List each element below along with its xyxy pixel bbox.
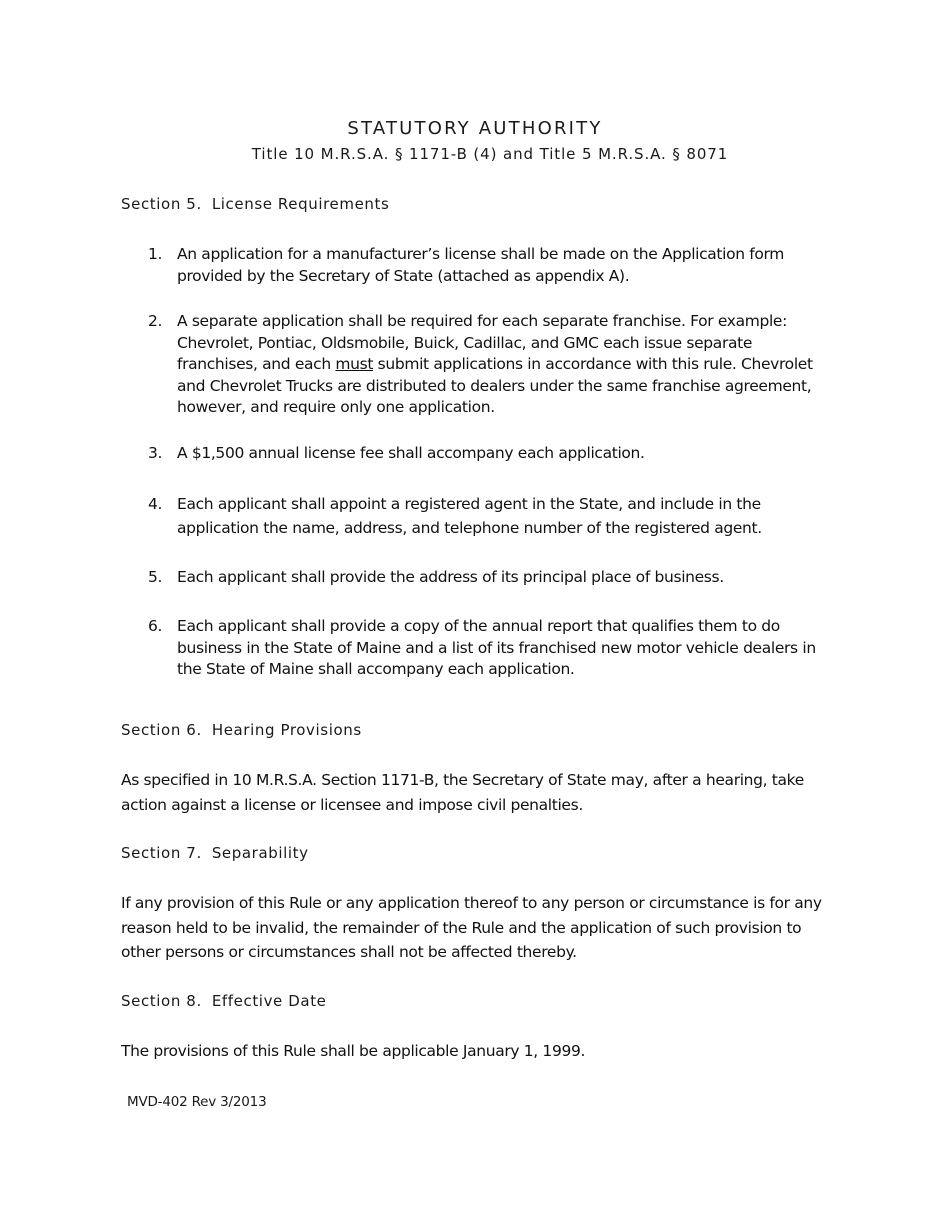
list-item-number: 1.: [148, 245, 163, 263]
list-item-text: An application for a manufacturer’s license shall be made on the Application form provided by the Secretary of State (attached as appendix A).: [177, 245, 785, 285]
section-5-heading: [121, 195, 389, 213]
section-5-number: Section 5.: [121, 195, 202, 213]
list-item-text: A $1,500 annual license fee shall accompany each application.: [177, 444, 645, 462]
section-6-number: Section 6.: [121, 721, 202, 739]
section-8-number: Section 8.: [121, 992, 202, 1010]
list-item-text: Each applicant shall provide a copy of the annual report that qualifies them to do business in the State of Maine and a list of its franchised new motor vehicle dealers in the State of Maine shall accompany each application.: [177, 617, 816, 678]
list-item-text: [177, 311, 832, 419]
list-item-number: 4.: [148, 495, 163, 513]
emphasis-must: must: [335, 355, 374, 373]
section-7-heading: [121, 844, 309, 862]
section-5-title: License Requirements: [211, 195, 390, 213]
list-item: [148, 244, 838, 287]
section-8-body: The provisions of this Rule shall be applicable January 1, 1999.: [121, 1042, 586, 1060]
list-item: [148, 567, 838, 589]
page-title: STATUTORY AUTHORITY: [347, 118, 603, 139]
section-8-title: Effective Date: [211, 992, 327, 1010]
section-7-number: Section 7.: [121, 844, 202, 862]
list-item-text-part: submit applications in accordance with this rule. Chevrolet and Chevrolet Trucks are distributed to dealers under the same franchise agreement, however, and require only one application.: [177, 355, 813, 416]
section-6-title: Hearing Provisions: [211, 721, 362, 739]
form-revision-footer: MVD-402 Rev 3/2013: [127, 1094, 267, 1110]
list-item-text: Each applicant shall appoint a registered agent in the State, and include in the application the name, address, and telephone number of the registered agent.: [177, 495, 762, 537]
list-item-text: Each applicant shall provide the address of its principal place of business.: [177, 568, 724, 586]
list-item: [148, 492, 838, 540]
list-item-number: 6.: [148, 617, 163, 635]
statutory-citation: Title 10 M.R.S.A. § 1171-B (4) and Title 5 M.R.S.A. § 8071: [251, 145, 729, 163]
list-item-number: 5.: [148, 568, 163, 586]
section-7-title: Separability: [211, 844, 309, 862]
list-item: [148, 443, 838, 465]
list-item-text-part: A separate application shall be required for each separate franchise. For example: Chevrolet, Pontiac, Oldsmobile, Buick, Cadillac, and GMC each issue separate franchises, and each: [177, 312, 787, 373]
section-8-heading: [121, 992, 327, 1010]
section-6-heading: [121, 721, 362, 739]
section-7-body: If any provision of this Rule or any application thereof to any person or circumstance is for any reason held to be invalid, the remainder of the Rule and the application of such provision to other persons or circumstances shall not be affected thereby.: [121, 894, 822, 961]
list-item-number: 3.: [148, 444, 163, 462]
section-6-body: As specified in 10 M.R.S.A. Section 1171-B, the Secretary of State may, after a hearing, take action against a license or licensee and impose civil penalties.: [121, 771, 804, 814]
list-item: [148, 616, 838, 681]
list-item: [148, 311, 838, 419]
list-item-number: 2.: [148, 312, 163, 330]
